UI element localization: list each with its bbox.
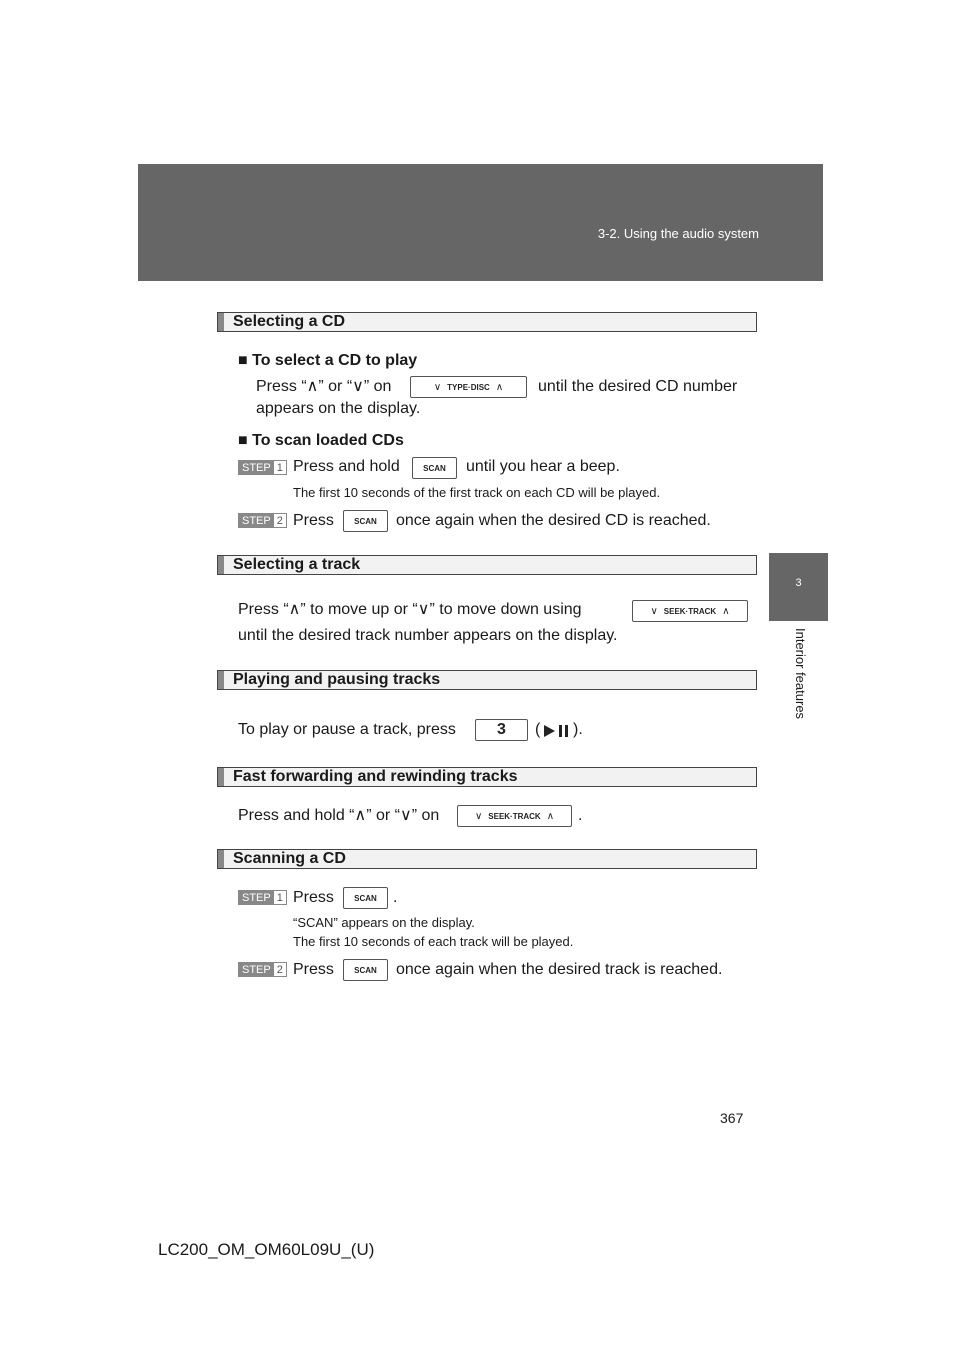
note-scan-appears: “SCAN” appears on the display. xyxy=(293,915,475,930)
play-pause-icon xyxy=(542,722,572,740)
text-play-pause: To play or pause a track, press xyxy=(238,721,456,738)
type-disc-label: TYPE·DISC xyxy=(447,382,490,392)
text-press-move: Press “∧” to move up or “∨” to move down using xyxy=(238,601,582,618)
chapter-label: Interior features xyxy=(793,628,808,720)
text-close-paren: ). xyxy=(573,721,583,738)
document-code: LC200_OM_OM60L09U_(U) xyxy=(158,1240,375,1259)
subheading-select-cd: ■ To select a CD to play xyxy=(238,352,418,369)
step-2-badge: STEP 2 xyxy=(238,513,287,528)
text-period: . xyxy=(578,807,583,824)
text-until-track-number: until the desired track number appears on the display. xyxy=(238,627,618,644)
chevron-down-icon: ∨ xyxy=(433,381,442,393)
preset-3-button[interactable]: 3 xyxy=(475,719,528,741)
chevron-up-icon: ∧ xyxy=(495,381,504,393)
step-2-badge: STEP 2 xyxy=(238,962,287,977)
text-until-beep: until you hear a beep. xyxy=(466,458,620,475)
text-appears-display: appears on the display. xyxy=(256,400,421,417)
chevron-down-icon: ∨ xyxy=(474,810,483,822)
section-header-fast-forwarding: Fast forwarding and rewinding tracks xyxy=(217,767,757,787)
chevron-down-icon: ∨ xyxy=(650,605,658,617)
chapter-number: 3 xyxy=(795,577,802,589)
text-press-and-hold-seek: Press and hold “∧” or “∨” on xyxy=(238,807,440,824)
header-band xyxy=(138,164,823,281)
step-1-badge: STEP 1 xyxy=(238,890,287,905)
section-breadcrumb: 3-2. Using the audio system xyxy=(597,226,759,241)
chevron-up-icon: ∧ xyxy=(546,810,555,822)
scan-button[interactable]: SCAN xyxy=(343,510,388,532)
section-header-playing-pausing: Playing and pausing tracks xyxy=(217,670,757,690)
note-first-10-seconds: The first 10 seconds of the first track on each CD will be played. xyxy=(293,485,661,500)
subheading-scan-cds: ■ To scan loaded CDs xyxy=(238,432,404,449)
text-once-again-cd: once again when the desired CD is reached. xyxy=(396,512,711,529)
scan-button[interactable]: SCAN xyxy=(343,887,388,909)
scan-button[interactable]: SCAN xyxy=(343,959,388,981)
text-press: Press xyxy=(293,512,334,529)
text-once-again-track: once again when the desired track is reached. xyxy=(396,961,723,978)
section-header-selecting-track: Selecting a track xyxy=(217,555,757,575)
text-press: Press xyxy=(293,889,334,906)
step-1-badge: STEP 1 xyxy=(238,460,287,475)
seek-track-button[interactable]: ∨ SEEK·TRACK ∧ xyxy=(457,805,572,827)
chevron-up-icon: ∧ xyxy=(722,605,730,617)
chapter-tab xyxy=(769,553,828,621)
scan-button[interactable]: SCAN xyxy=(412,457,457,479)
text-open-paren: ( xyxy=(535,721,541,738)
text-press: Press xyxy=(293,961,334,978)
section-header-selecting-cd: Selecting a CD xyxy=(217,312,757,332)
seek-track-button[interactable]: ∨ SEEK·TRACK ∧ xyxy=(632,600,748,622)
text-period: . xyxy=(393,889,398,906)
note-first-10-seconds-track: The first 10 seconds of each track will be played. xyxy=(293,934,574,949)
type-disc-button[interactable] xyxy=(410,376,527,398)
text-press-on: Press “∧” or “∨” on xyxy=(256,378,392,395)
text-until-desired-cd: until the desired CD number xyxy=(538,378,738,395)
page-number: 367 xyxy=(720,1110,744,1126)
section-header-scanning-cd: Scanning a CD xyxy=(217,849,757,869)
text-press-and-hold: Press and hold xyxy=(293,458,400,475)
